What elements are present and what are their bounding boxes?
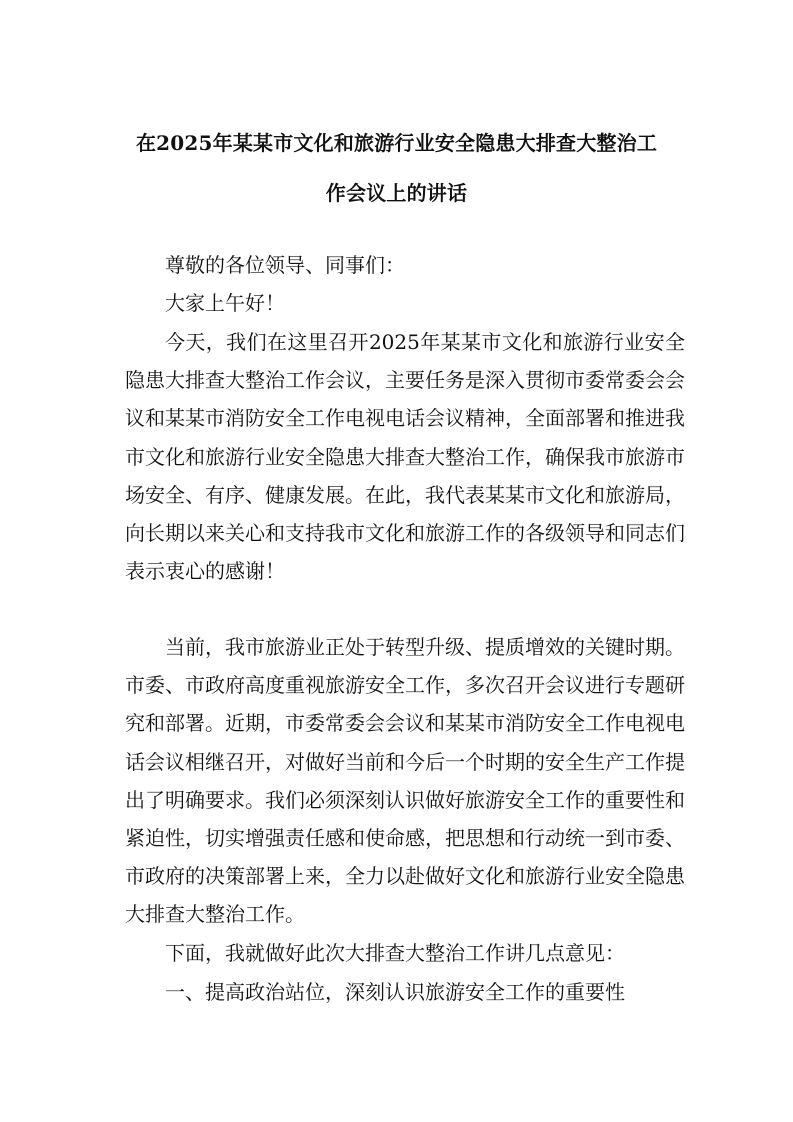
- hello-paragraph: 大家上午好！: [165, 291, 285, 315]
- document-title-line-1: 在2025年某某市文化和旅游行业安全隐患大排查大整治工: [135, 131, 658, 155]
- intro-paragraph: 今天，我们在这里召开2025年某某市文化和旅游行业安全隐患大排查大整治工作会议，主要任务是深入贯彻市委常委会会议和某某市消防安全工作电视电话会议精神，全面部署和推进我市文化和旅游行业安全隐患大排查大整治工作，确保我市旅游市场安全、有序、健康发展。在此，我代表某某市文化和旅游局，向长期以来关心和支持我市文化和旅游工作的各级领导和同志们表示衷心的感谢！: [125, 330, 685, 584]
- current-situation-paragraph: 当前，我市旅游业正处于转型升级、提质增效的关键时期。市委、市政府高度重视旅游安全工作，多次召开会议进行专题研究和部署。近期，市委常委会会议和某某市消防安全工作电视电话会议相继召开，对做好当前和今后一个时期的安全生产工作提出了明确要求。我们必须深刻认识做好旅游安全工作的重要性和紧迫性，切实增强责任感和使命感，把思想和行动统一到市委、市政府的决策部署上来，全力以赴做好文化和旅游行业安全隐患大排查大整治工作。: [125, 635, 685, 927]
- opinion-intro-paragraph: 下面，我就做好此次大排查大整治工作讲几点意见：: [165, 941, 625, 965]
- section-heading-1: 一、提高政治站位，深刻认识旅游安全工作的重要性: [165, 980, 625, 1004]
- document-title-line-2: 作会议上的讲话: [325, 181, 468, 205]
- greeting-paragraph: 尊敬的各位领导、同事们：: [165, 253, 405, 277]
